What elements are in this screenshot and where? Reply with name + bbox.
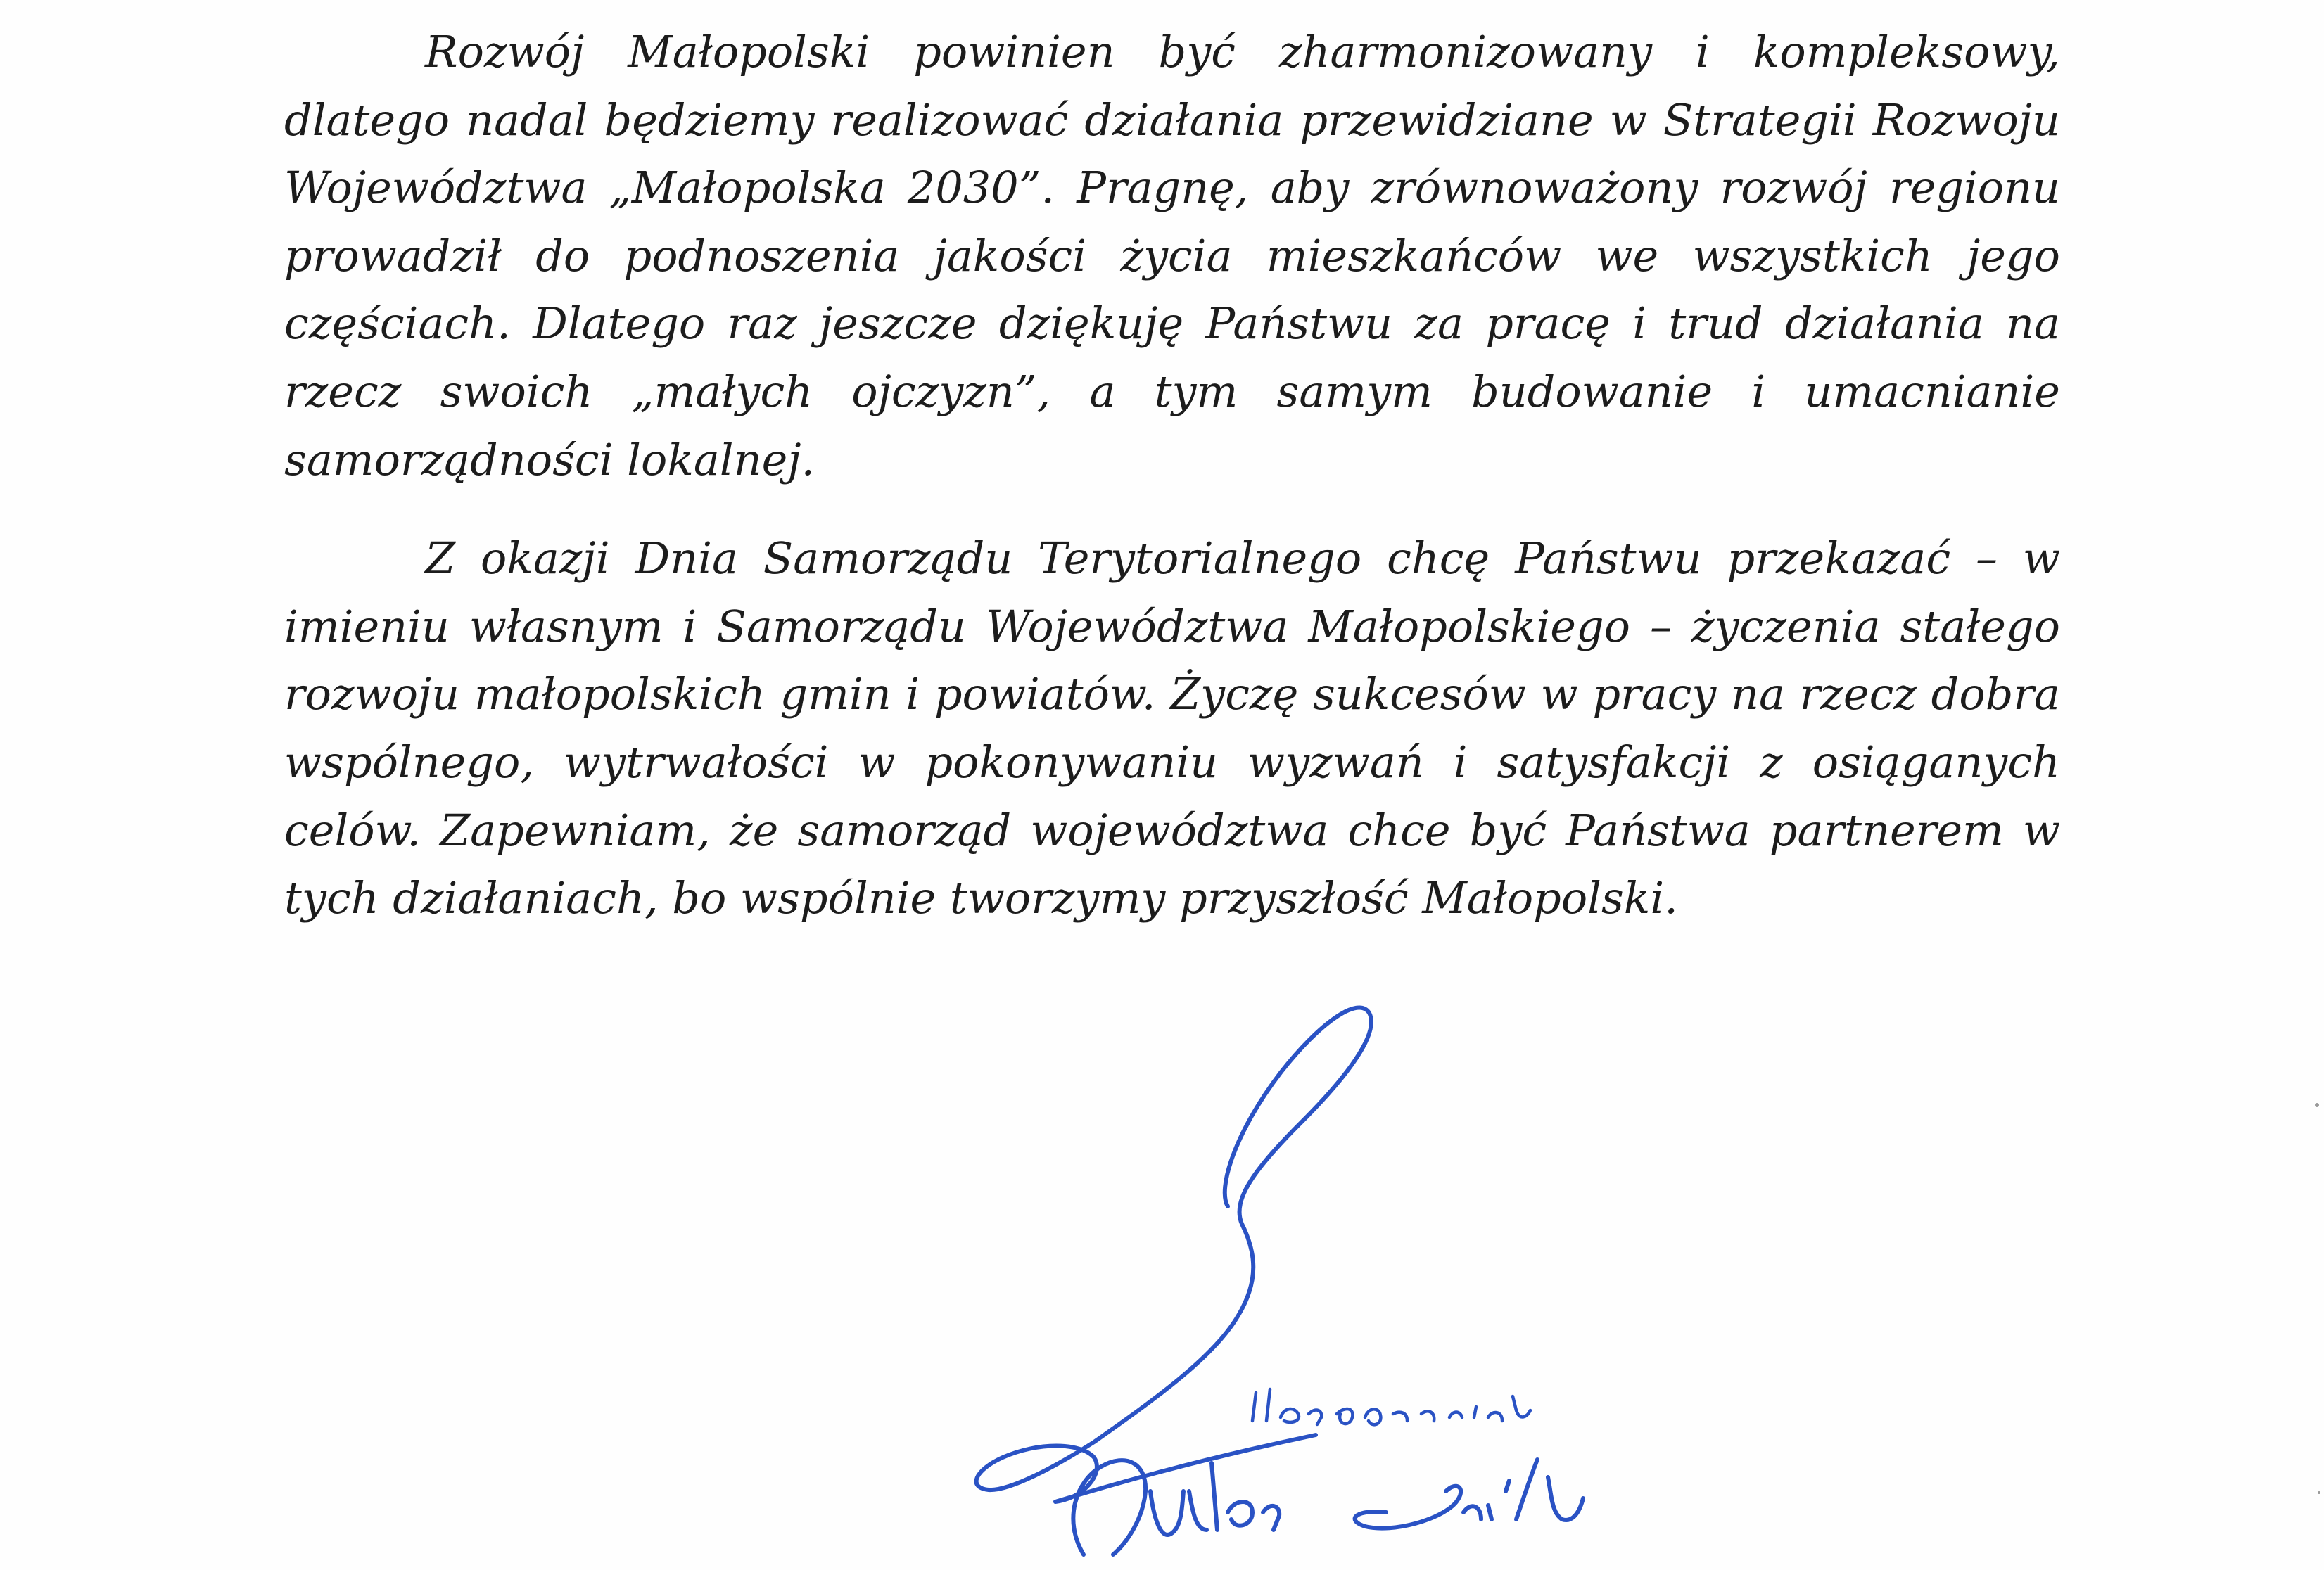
signature-surname bbox=[1355, 1460, 1583, 1528]
signature-flourish bbox=[977, 1008, 1371, 1502]
signature-first-name bbox=[1073, 1460, 1279, 1555]
scan-speck bbox=[2318, 1491, 2320, 1494]
handwritten-signature bbox=[851, 957, 1907, 1562]
signature-greeting bbox=[1252, 1389, 1530, 1424]
scan-speck bbox=[2315, 1103, 2319, 1107]
letter-paragraph-1: Rozwój Małopolski powinien być zharmonizowany i kompleksowy, dlatego nadal będziemy realizować działania przewidziane w Strategii Rozwoju Województwa „Małopolska 2030”. Pragnę, aby zrównoważony rozwój regionu prowadził do podnoszenia jakości życia mieszkańców we wszystkich jego częściach. Dlatego raz jeszcze dziękuję Państwu za pracę i trud działania na rzecz swoich „małych ojczyzn”, a tym samym budowanie i umacnianie samorządności lokalnej. bbox=[284, 26, 2060, 485]
letter-body bbox=[284, 18, 2060, 933]
signature-drawing bbox=[851, 957, 1907, 1562]
letter-paragraph-2: Z okazji Dnia Samorządu Terytorialnego chcę Państwu przekazać – w imieniu własnym i Samorządu Województwa Małopolskiego – życzenia stałego rozwoju małopolskich gmin i powiatów. Życzę sukcesów w pracy na rzecz dobra wspólnego, wytrwałości w pokonywaniu wyzwań i satysfakcji z osiąganych celów. Zapewniam, że samorząd województwa chce być Państwa partnerem w tych działaniach, bo wspólnie tworzymy przyszłość Małopolski. bbox=[284, 532, 2060, 924]
